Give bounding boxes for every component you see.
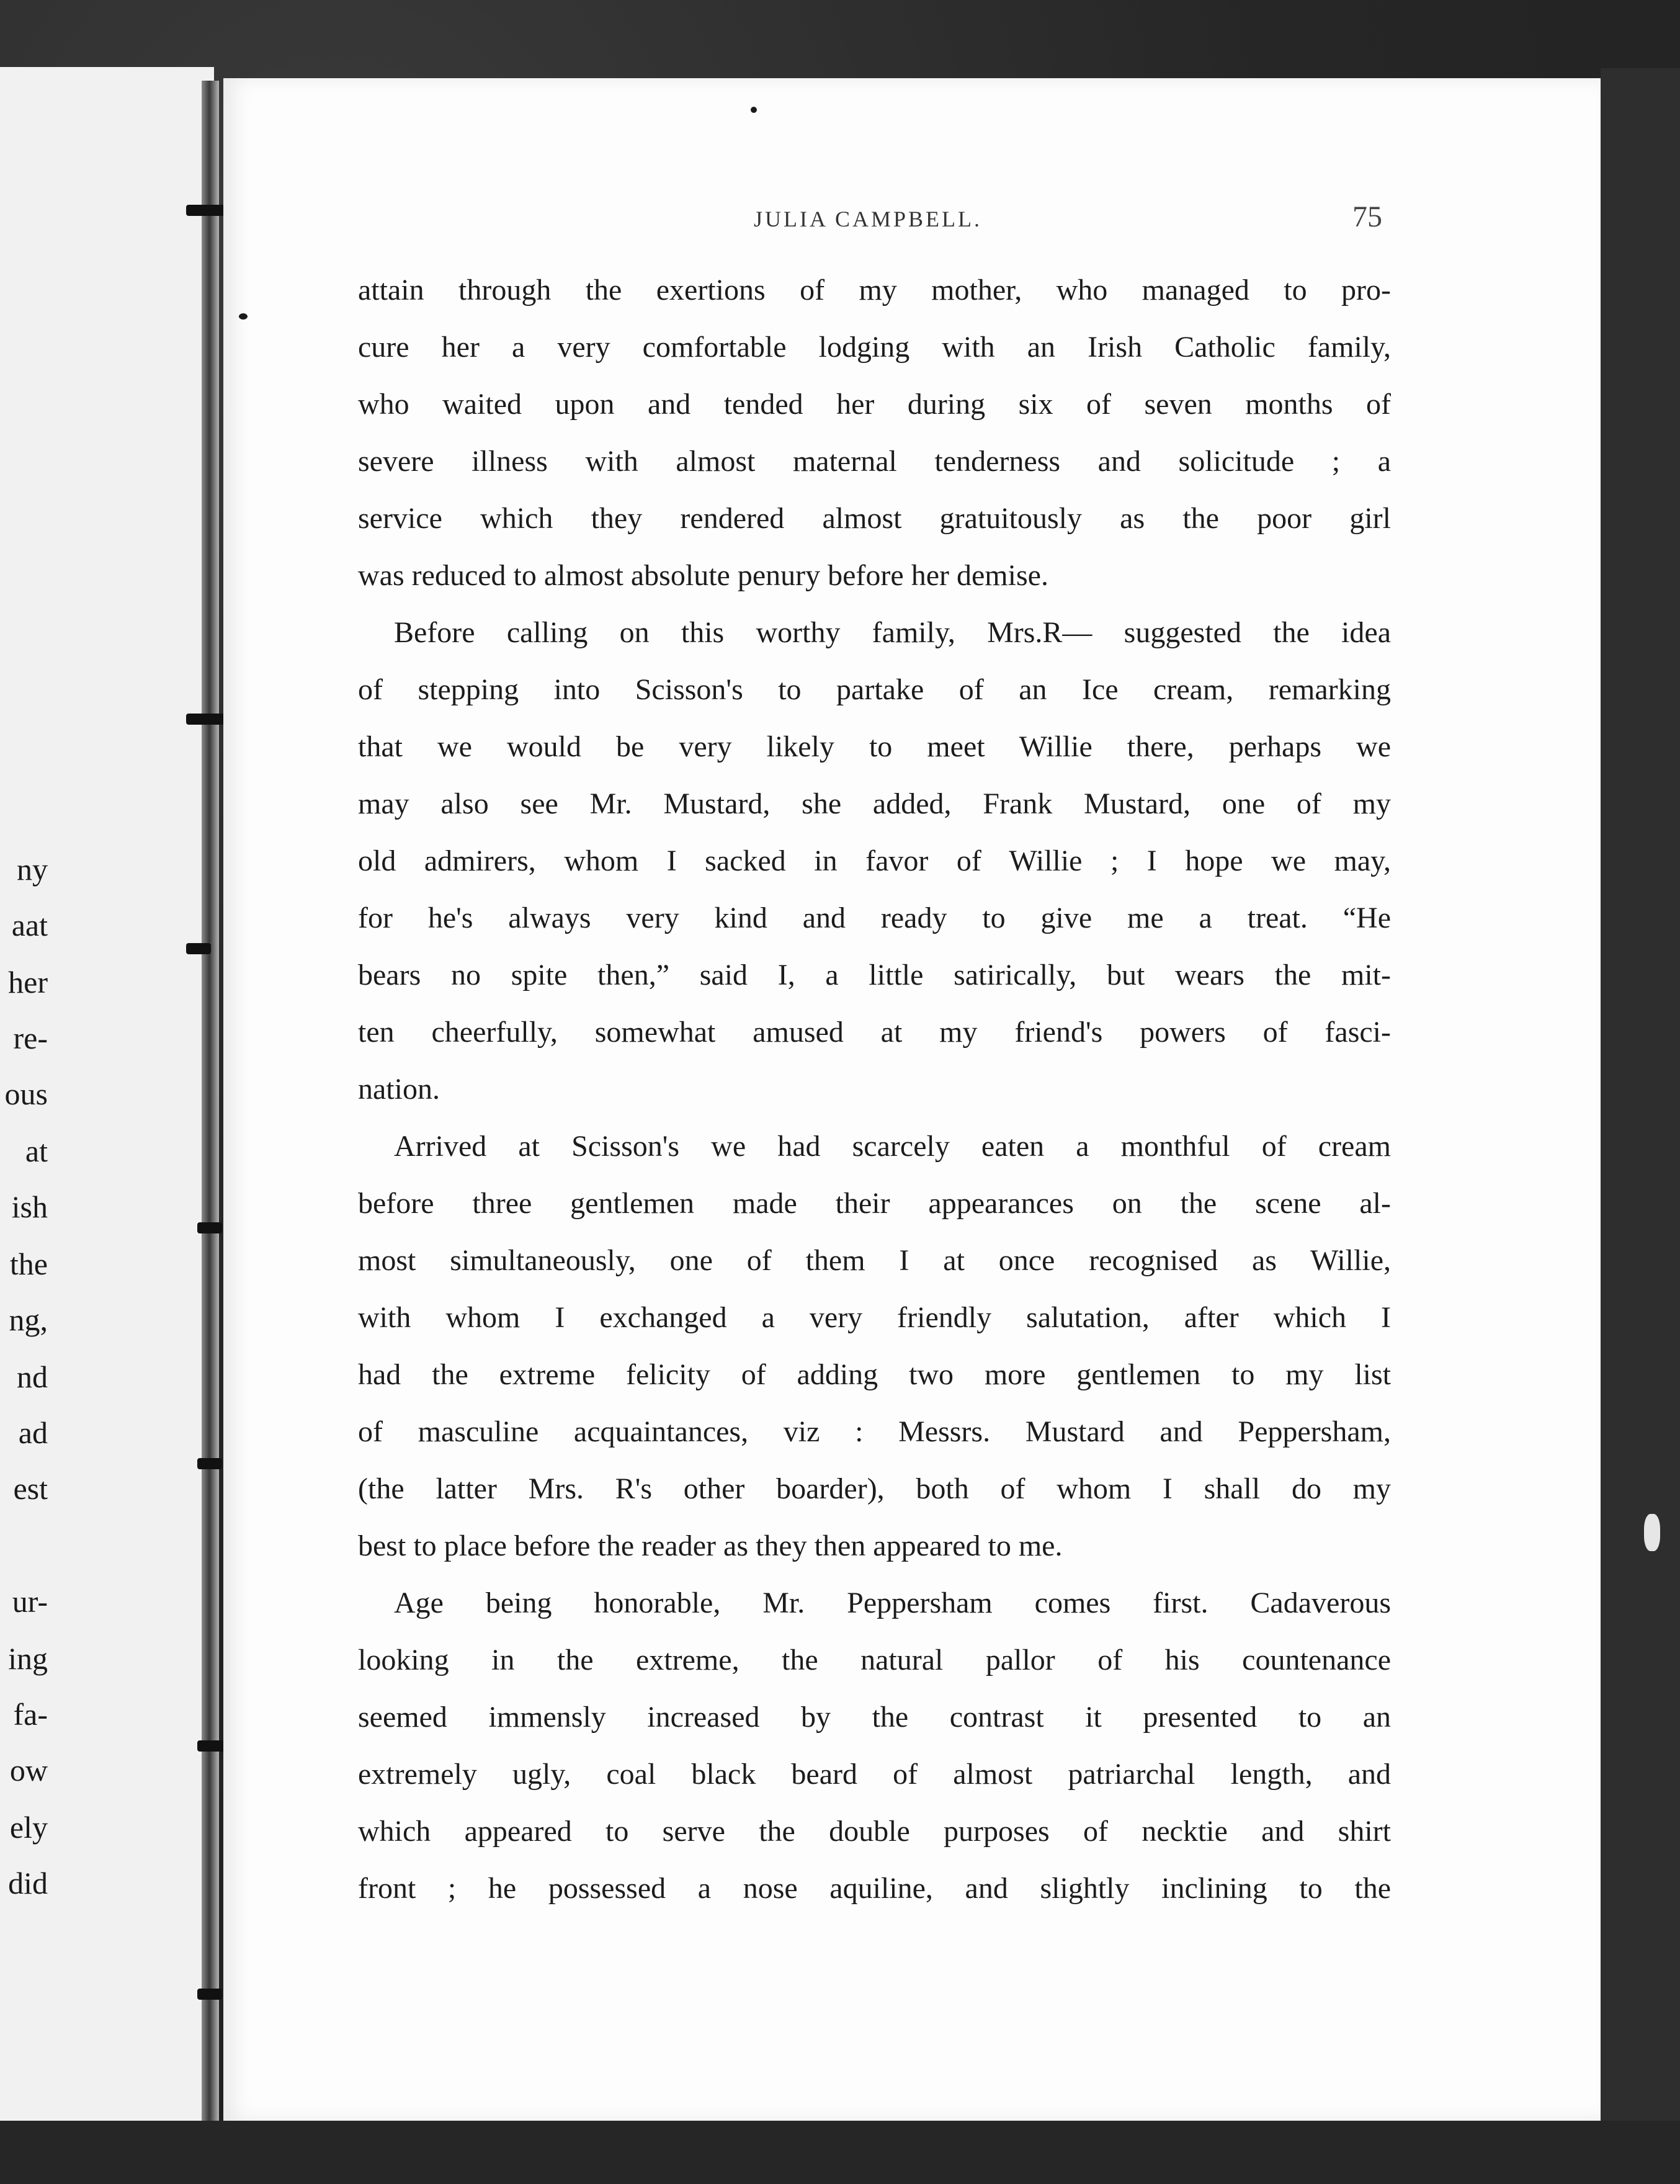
left-fragment: did [8, 1866, 48, 1900]
scanner-edge-right [1601, 68, 1680, 2184]
text-line: may also see Mr. Mustard, she added, Frank Mustard, one of my [358, 787, 1391, 820]
scanner-edge-bottom [0, 2121, 1680, 2184]
left-fragment: ish [11, 1189, 48, 1224]
text-line: for he's always very kind and ready to give me a treat. “He [358, 902, 1391, 934]
text-line: had the extreme felicity of adding two more gentlemen to my list [358, 1358, 1391, 1391]
text-line: of stepping into Scisson's to partake of an Ice cream, remarking [358, 673, 1391, 706]
left-fragment: ous [4, 1076, 48, 1111]
text-line: attain through the exertions of my mother, who managed to pro- [358, 274, 1391, 307]
text-line: old admirers, whom I sacked in favor of Willie ; I hope we may, [358, 844, 1391, 877]
binding-stitch [197, 1222, 222, 1233]
text-line: seemed immensly increased by the contrast it presented to an [358, 1701, 1391, 1734]
page-number: 75 [1352, 200, 1382, 233]
running-head [223, 200, 1601, 243]
text-line: severe illness with almost maternal tenderness and solicitude ; a [358, 445, 1391, 478]
previous-page-fragment [0, 67, 214, 2127]
text-line: most simultaneously, one of them I at once recognised as Willie, [358, 1244, 1391, 1277]
left-fragment: re- [13, 1021, 48, 1055]
binding-stitch [186, 714, 225, 725]
left-fragment: the [9, 1246, 48, 1281]
text-line: before three gentlemen made their appearances on the scene al- [358, 1187, 1391, 1220]
text-line: service which they rendered almost gratuitously as the poor girl [358, 502, 1391, 535]
dust-speck [751, 107, 757, 113]
text-line: Arrived at Scisson's we had scarcely eaten a monthful of cream [394, 1130, 1391, 1163]
text-line: Age being honorable, Mr. Peppersham comes first. Cadaverous [394, 1587, 1391, 1619]
book-page [223, 78, 1601, 2121]
dust-speck [239, 313, 248, 320]
text-line: of masculine acquaintances, viz : Messrs. Mustard and Peppersham, [358, 1415, 1391, 1448]
left-fragment: ad [18, 1415, 48, 1450]
text-line: was reduced to almost absolute penury before her demise. [358, 559, 1048, 592]
text-line: cure her a very comfortable lodging with an Irish Catholic family, [358, 331, 1391, 364]
left-fragment: est [13, 1471, 48, 1506]
left-fragment: ing [8, 1641, 48, 1676]
left-fragment: ng, [9, 1302, 48, 1337]
text-line: front ; he possessed a nose aquiline, and slightly inclining to the [358, 1872, 1391, 1905]
left-fragment: ur- [12, 1584, 48, 1619]
left-fragment: at [25, 1134, 48, 1168]
book-spine [202, 81, 219, 2122]
binding-stitch [186, 943, 211, 954]
left-fragment: fa- [13, 1697, 48, 1732]
text-line: nation. [358, 1073, 440, 1106]
text-line: best to place before the reader as they then appeared to me. [358, 1529, 1063, 1562]
text-line: extremely ugly, coal black beard of almost patriarchal length, and [358, 1758, 1391, 1791]
text-line: with whom I exchanged a very friendly salutation, after which I [358, 1301, 1391, 1334]
left-fragment: aat [11, 908, 48, 942]
text-line: ten cheerfully, somewhat amused at my friend's powers of fasci- [358, 1016, 1391, 1049]
text-line: looking in the extreme, the natural pallor of his countenance [358, 1644, 1391, 1676]
left-fragment: her [8, 965, 48, 1000]
left-fragment: nd [17, 1359, 48, 1394]
left-fragment: ow [9, 1753, 48, 1788]
binding-stitch [197, 1989, 222, 2000]
text-line: (the latter Mrs. R's other boarder), both of whom I shall do my [358, 1472, 1391, 1505]
text-line: who waited upon and tended her during six of seven months of [358, 388, 1391, 421]
text-line: bears no spite then,” said I, a little satirically, but wears the mit- [358, 959, 1391, 991]
text-line: that we would be very likely to meet Willie there, perhaps we [358, 730, 1391, 763]
left-fragment: ny [17, 852, 48, 887]
binding-stitch [197, 1458, 222, 1469]
body-text [358, 262, 1391, 1917]
binding-stitch [186, 205, 225, 216]
dust-speck [1644, 1514, 1660, 1551]
left-fragment: ely [9, 1810, 48, 1845]
text-line: which appeared to serve the double purposes of necktie and shirt [358, 1815, 1391, 1848]
text-line: Before calling on this worthy family, Mrs.R— suggested the idea [394, 616, 1391, 649]
previous-page-line-endings [0, 67, 214, 2127]
running-title: JULIA CAMPBELL. [754, 207, 983, 231]
